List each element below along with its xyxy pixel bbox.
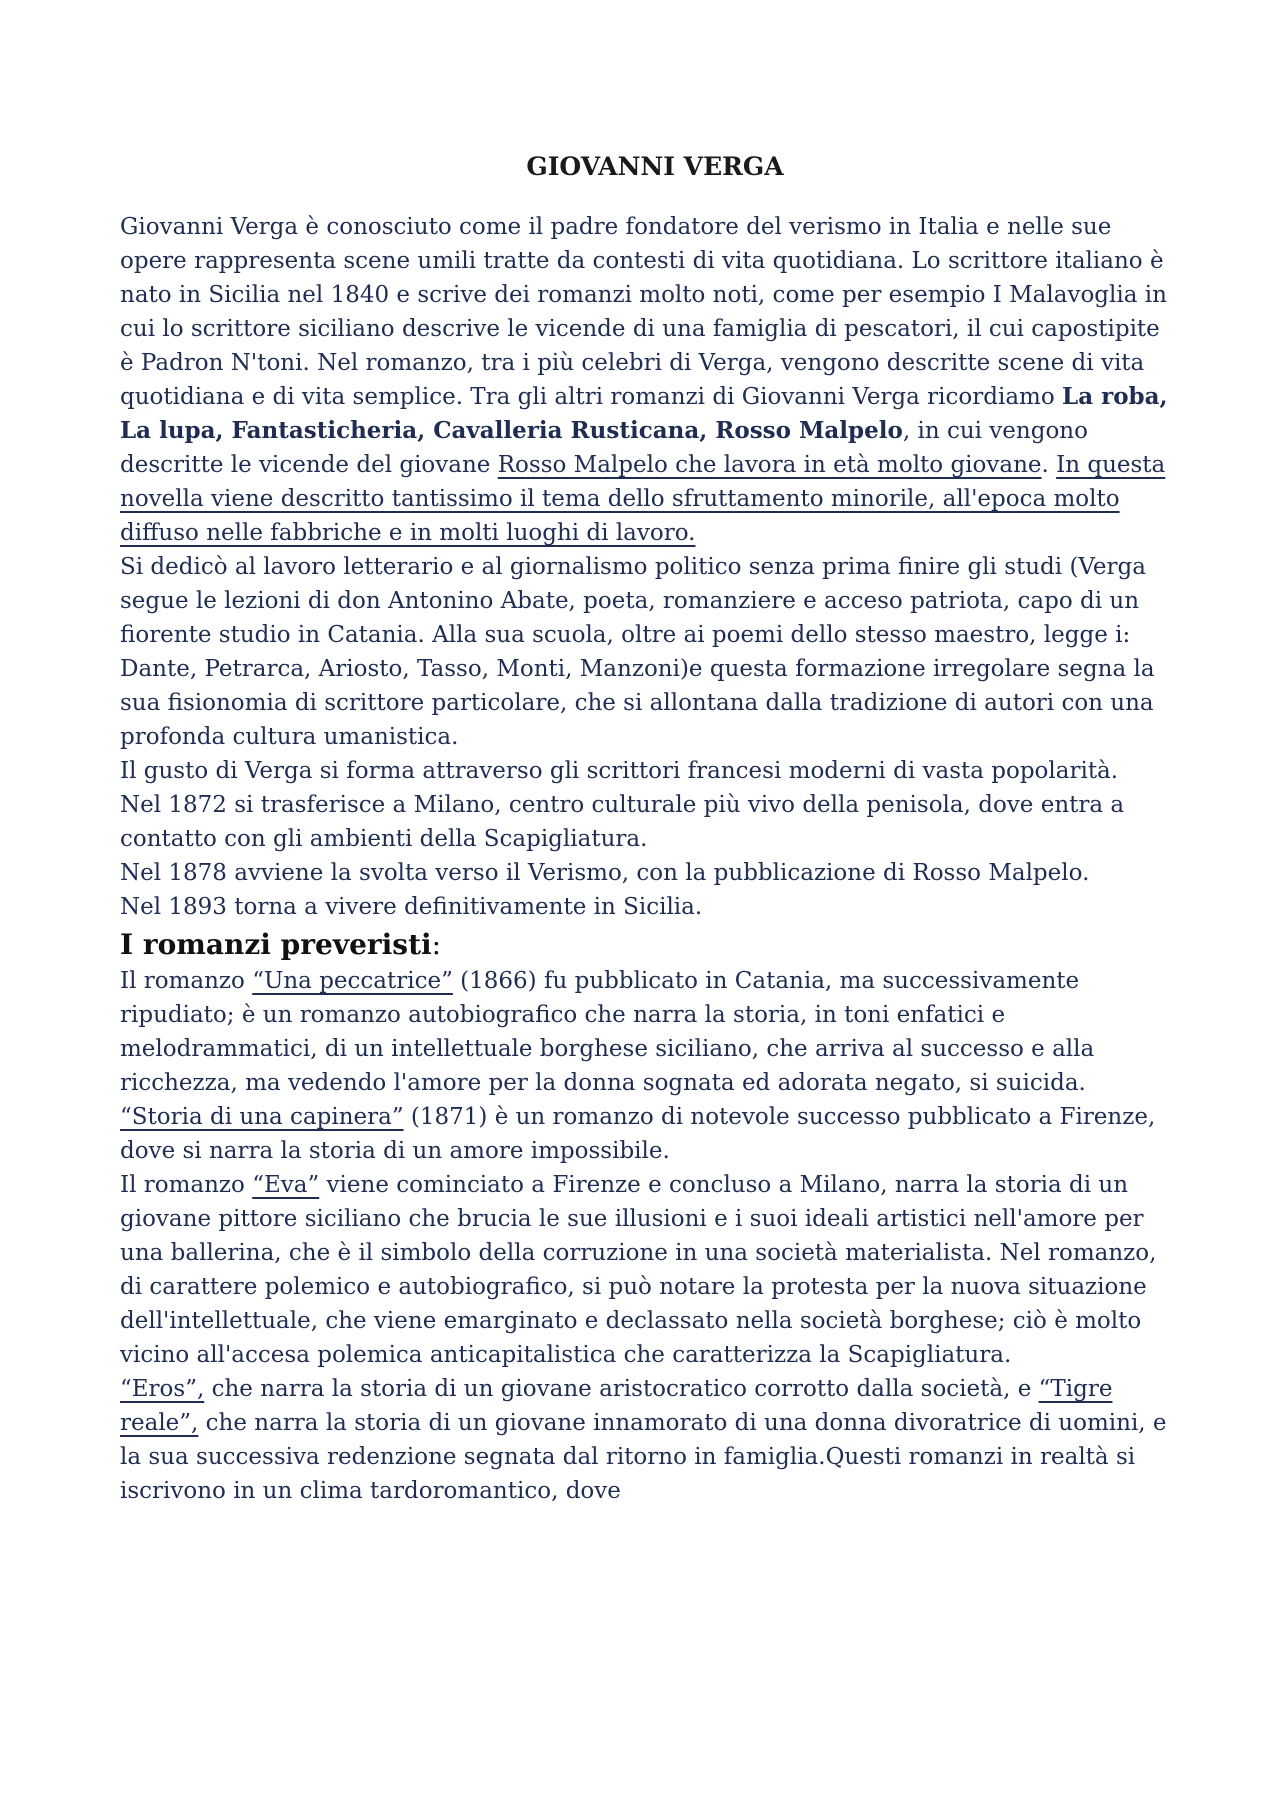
bio-paragraph-3: Nel 1872 si trasferisce a Milano, centro culturale più vivo della penisola, dove entra a contatto con gli ambienti della Scapigliatura. bbox=[120, 792, 1125, 852]
novel-1-post: (1866) fu pubblicato in Catania, ma successivamente ripudiato; è un romanzo autobiografico che narra la storia, in toni enfatici e melodrammatici, di un intellettuale borghese siciliano, che arriva al successo e alla ricchezza, ma vedendo l'amore per la donna sognata ed adorata negato, si suicida. bbox=[120, 968, 1095, 1096]
novel-3-pre: Il romanzo bbox=[120, 1172, 253, 1198]
document-title: GIOVANNI VERGA bbox=[526, 152, 784, 181]
intro-underlined-1: Rosso Malpelo che lavora in età molto giovane bbox=[497, 452, 1042, 478]
bio-paragraph-2: Il gusto di Verga si forma attraverso gli scrittori francesi moderni di vasta popolarità. bbox=[120, 758, 1119, 784]
section-heading-colon: : bbox=[431, 928, 442, 961]
novel-paragraph-eros-tigre bbox=[120, 1372, 1170, 1508]
intro-text-1: Giovanni Verga è conosciuto come il padre fondatore del verismo in Italia e nelle sue opere rappresenta scene umili tratte da contesti di vita quotidiana. Lo scrittore italiano è nato in Sicilia nel 1840 e scrive dei romanzi molto noti, come per esempio I Malavoglia in cui lo scrittore siciliano descrive le vicende di una famiglia di pescatori, il cui capostipite è Padron N'toni. Nel romanzo, tra i più celebri di Verga, vengono descritte scene di vita quotidiana e di vita semplice. Tra gli altri romanzi di Giovanni Verga ricordiamo bbox=[120, 214, 1167, 410]
novel-paragraph-eva bbox=[120, 1168, 1170, 1372]
novel-4-title-2: “Tigre reale”, bbox=[120, 1376, 1113, 1436]
bio-paragraph-5: Nel 1893 torna a vivere definitivamente in Sicilia. bbox=[120, 894, 703, 920]
intro-text-3: . bbox=[1041, 452, 1057, 478]
novel-4-title-1: “Eros”, bbox=[120, 1376, 205, 1402]
bio-paragraph-4: Nel 1878 avviene la svolta verso il Verismo, con la pubblicazione di Rosso Malpelo. bbox=[120, 860, 1090, 886]
section-heading-text: I romanzi preveristi bbox=[120, 928, 432, 961]
novel-2-post: (1871) è un romanzo di notevole successo pubblicato a Firenze, dove si narra la storia di un amore impossibile. bbox=[120, 1104, 1156, 1164]
novel-1-pre: Il romanzo bbox=[120, 968, 253, 994]
intro-underlined-2: In questa novella viene descritto tantissimo il tema dello sfruttamento minorile, all'epoca molto diffuso nelle fabbriche e in molti luoghi di lavoro. bbox=[120, 452, 1166, 546]
novel-paragraph-storia-capinera bbox=[120, 1100, 1170, 1168]
novel-1-title: “Una peccatrice” bbox=[252, 968, 453, 994]
novel-4-mid: che narra la storia di un giovane aristocratico corrotto dalla società, e bbox=[204, 1376, 1039, 1402]
bio-paragraph-1: Si dedicò al lavoro letterario e al giornalismo politico senza prima finire gli studi (Verga segue le lezioni di don Antonino Abate, poeta, romanziere e acceso patriota, capo di un fiorente studio in Catania. Alla sua scuola, oltre ai poemi dello stesso maestro, legge i: Dante, Petrarca, Ariosto, Tasso, Monti, Manzoni)e questa formazione irregolare segna la sua fisionomia di scrittore particolare, che si allontana dalla tradizione di autori con una profonda cultura umanistica. bbox=[120, 554, 1155, 750]
document-page bbox=[120, 150, 1170, 1508]
intro-paragraph bbox=[120, 210, 1170, 550]
novel-3-title: “Eva” bbox=[252, 1172, 320, 1198]
novel-2-title: “Storia di una capinera” bbox=[120, 1104, 404, 1130]
intro-bold-works: La roba, La lupa, Fantasticheria, Cavalleria Rusticana, Rosso Malpelo bbox=[120, 383, 1168, 444]
intro-text-2: , in cui vengono descritte le vicende del giovane bbox=[120, 418, 1088, 478]
novel-4-post: che narra la storia di un giovane innamorato di una donna divoratrice di uomini, e la sua successiva redenzione segnata dal ritorno in famiglia.Questi romanzi in realtà si iscrivono in un clima tardoromantico, dove bbox=[120, 1410, 1167, 1504]
novel-3-post: viene cominciato a Firenze e concluso a Milano, narra la storia di un giovane pittore siciliano che brucia le sue illusioni e i suoi ideali artistici nell'amore per una ballerina, che è il simbolo della corruzione in una società materialista. Nel romanzo, di carattere polemico e autobiografico, si può notare la protesta per la nuova situazione dell'intellettuale, che viene emarginato e declassato nella società borghese; ciò è molto vicino all'accesa polemica anticapitalistica che caratterizza la Scapigliatura. bbox=[120, 1172, 1157, 1368]
novel-paragraph-una-peccatrice bbox=[120, 964, 1170, 1100]
section-heading bbox=[120, 926, 1170, 964]
